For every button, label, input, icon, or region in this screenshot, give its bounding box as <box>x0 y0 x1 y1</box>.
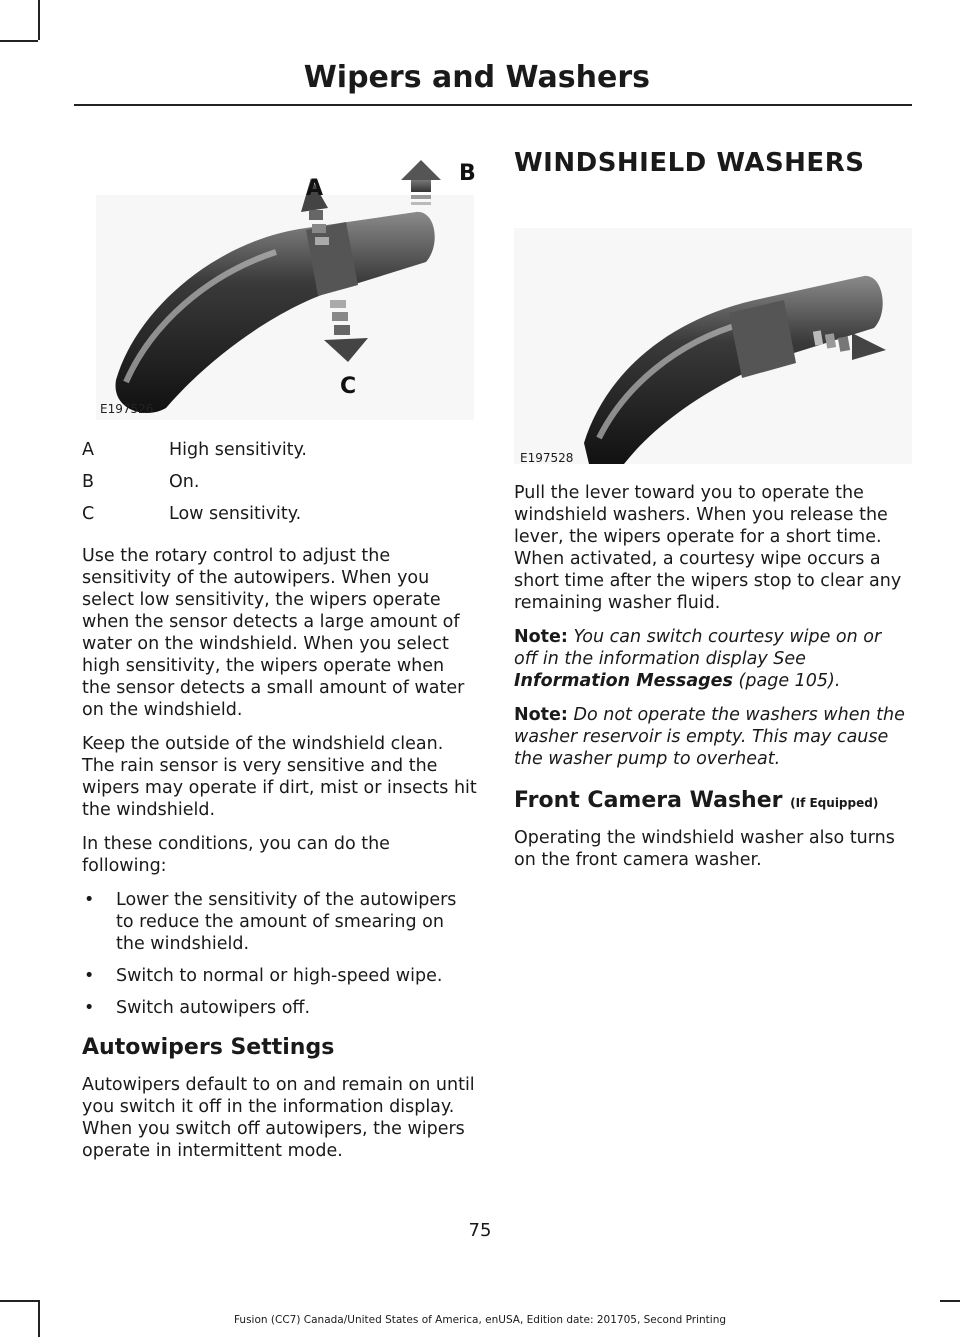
crop-mark <box>940 1300 960 1302</box>
edition-footer: Fusion (CC7) Canada/United States of America, enUSA, Edition date: 201705, Second Printing <box>233 1314 727 1326</box>
note-text: You can switch courtesy wipe on or off in the information display See <box>514 627 882 669</box>
washer-lever-illustration <box>514 228 912 464</box>
section-heading: WINDSHIELD WASHERS <box>514 148 865 178</box>
crop-mark <box>0 1300 38 1302</box>
figure-rotary-control <box>96 150 474 420</box>
heading-text: Front Camera Washer <box>514 788 783 813</box>
heading-suffix: (If Equipped) <box>790 796 879 810</box>
wiper-lever-illustration <box>96 150 474 420</box>
header-rule <box>74 104 912 106</box>
paragraph: Operating the windshield washer also turns on the front camera washer. <box>514 828 895 870</box>
legend-key: B <box>82 472 95 492</box>
paragraph: Autowipers default to on and remain on until you switch it off in the information display. When you switch off autowipers, the wipers operate in intermittent mode. <box>82 1075 475 1161</box>
legend-row <box>82 504 478 536</box>
page-number: 75 <box>468 1220 492 1241</box>
note-text: Do not operate the washers when the washer reservoir is empty. This may cause the washer pump to overheat. <box>514 705 905 769</box>
label-c: C <box>340 374 357 399</box>
legend-text: On. <box>169 472 200 492</box>
right-column <box>514 482 910 871</box>
note <box>514 704 910 770</box>
note-label: Note: <box>514 627 568 647</box>
legend-row <box>82 472 478 504</box>
crop-mark <box>0 40 38 42</box>
note-label: Note: <box>514 705 568 725</box>
section-heading: Autowipers Settings <box>82 1035 335 1060</box>
figure-legend <box>82 440 478 536</box>
list-item: • Switch autowipers off. <box>82 997 478 1019</box>
list-item: • Lower the sensitivity of the autowipers to reduce the amount of smearing on the windshield. <box>82 889 478 955</box>
legend-text: Low sensitivity. <box>169 504 302 524</box>
paragraph: In these conditions, you can do the following: <box>82 834 390 876</box>
figure-id-right: E197528 <box>520 451 574 465</box>
page-reference: (page 105). <box>738 671 841 691</box>
left-column <box>82 545 478 1162</box>
note <box>514 626 910 692</box>
figure-id-left: E197526 <box>100 402 154 416</box>
legend-row <box>82 440 478 472</box>
crop-mark <box>38 0 40 40</box>
list-item: • Switch to normal or high-speed wipe. <box>82 965 478 987</box>
legend-key: A <box>82 440 94 460</box>
bullet-list <box>82 889 478 1019</box>
legend-text: High sensitivity. <box>169 440 307 460</box>
section-heading <box>514 788 910 813</box>
label-b: B <box>459 161 476 186</box>
cross-reference-link[interactable]: Information Messages <box>514 671 733 691</box>
figure-washer-lever <box>514 228 912 464</box>
page-title: Wipers and Washers <box>303 60 650 95</box>
label-a: A <box>306 176 324 201</box>
legend-key: C <box>82 504 95 524</box>
paragraph: Pull the lever toward you to operate the windshield washers. When you release the lever, the wipers operate for a short time. When activated, a courtesy wipe occurs a short time after the wipers stop to clear any remaining washer fluid. <box>514 483 902 613</box>
paragraph: Keep the outside of the windshield clean. The rain sensor is very sensitive and the wipers may operate if dirt, mist or insects hit the windshield. <box>82 734 477 820</box>
paragraph: Use the rotary control to adjust the sensitivity of the autowipers. When you select low sensitivity, the wipers operate when the sensor detects a large amount of water on the windshield. When you select high sensitivity, the wipers operate when the sensor detects a small amount of water on the windshield. <box>82 546 465 720</box>
